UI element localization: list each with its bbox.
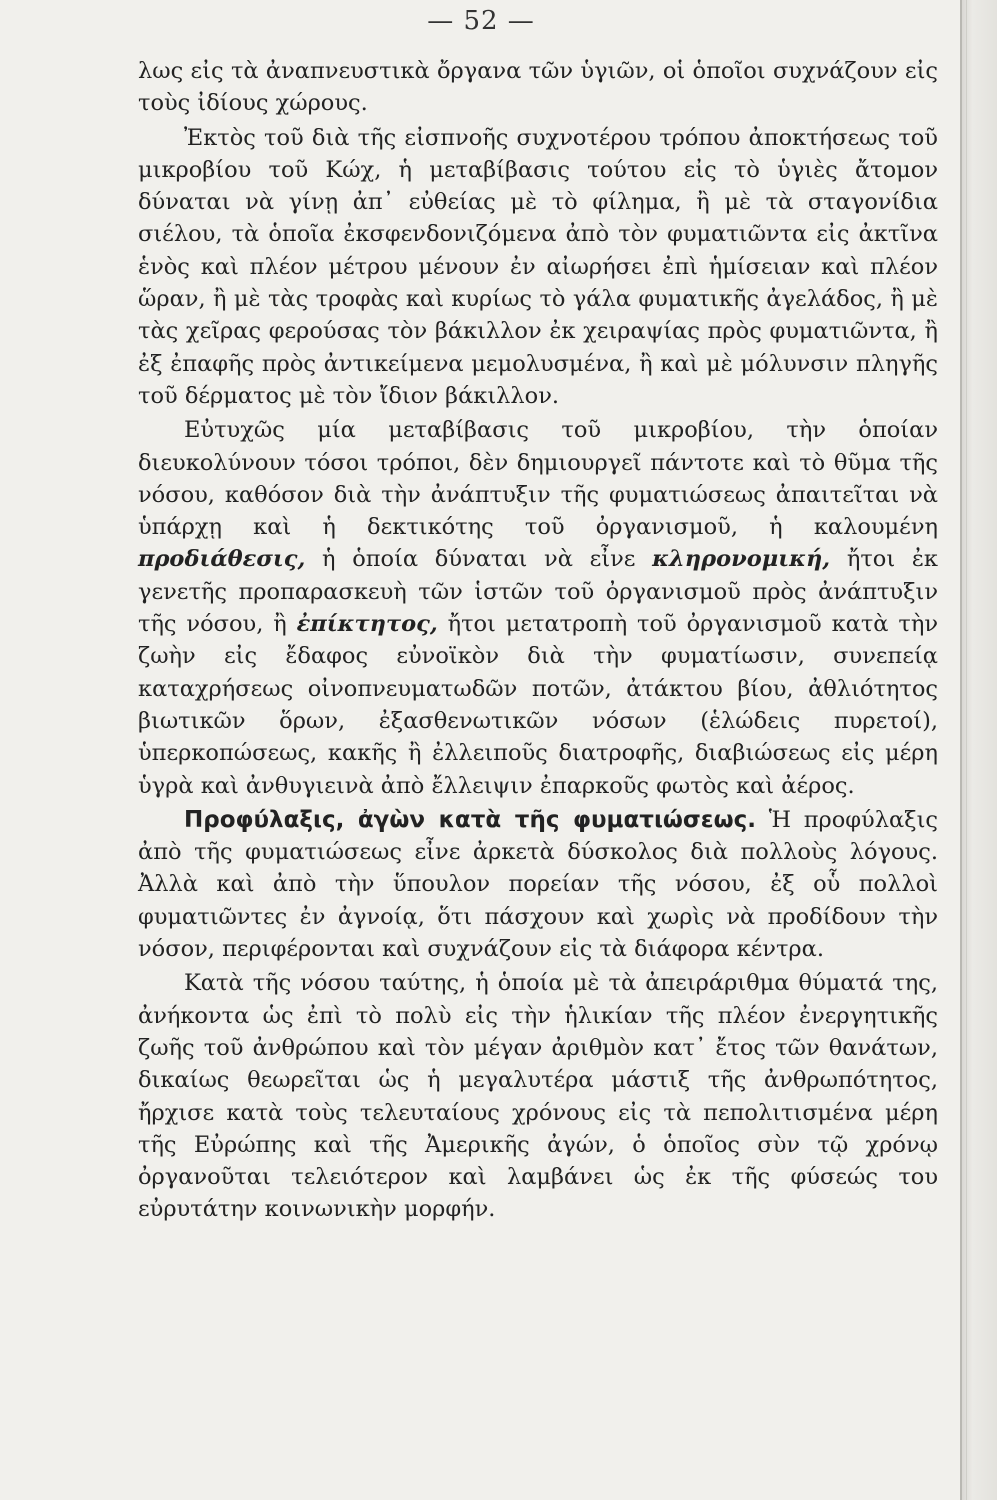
- paragraph: [138, 55, 938, 120]
- text-segment: Κατὰ τῆς νόσου ταύτης, ἡ ὁποία μὲ τὰ ἀπειράριθμα θύματά της, ἀνήκοντα ὡς ἐπὶ τὸ πολὺ εἰς τὴν ἡλικίαν τῆς πλέον ἐνεργητικῆς ζωῆς τοῦ ἀνθρώπου καὶ τὸν μέγαν ἀριθμὸν κατ᾽ ἔτος τῶν θανάτων, δικαίως θεωρεῖται ὡς ἡ μεγαλυτέρα μάστιξ τῆς ἀνθρωπότητος, ἤρχισε κατὰ τοὺς τελευταίους χρόνους εἰς τὰ πεπολιτισμένα μέρη τῆς Εὐρώπης καὶ τῆς Ἀμερικῆς ἀγών, ὁ ὁποῖος σὺν τῷ χρόνῳ ὀργανοῦται τελειότερον καὶ λαμβάνει ὡς ἐκ τῆς φύσεώς του εὐρυτάτην κοινωνικὴν μορφήν.: [138, 970, 938, 1223]
- text-segment: Ἐκτὸς τοῦ διὰ τῆς εἰσπνοῆς συχνοτέρου τρόπου ἀποκτήσεως τοῦ μικροβίου τοῦ Κώχ, ἡ μεταβίβασις τούτου εἰς τὸ ὑγιὲς ἄτομον δύναται νὰ γίνῃ ἀπ᾽ εὐθείας μὲ τὸ φίλημα, ἢ μὲ τὰ σταγονίδια σιέλου, τὰ ὁποῖα ἐκσφενδονιζόμενα ἀπὸ τὸν φυματιῶντα εἰς ἀκτῖνα ἑνὸς καὶ πλέον μέτρου μένουν ἐν αἰωρήσει ἐπὶ ἡμίσειαν καὶ πλέον ὥραν, ἢ μὲ τὰς τροφὰς καὶ κυρίως τὸ γάλα φυματικῆς ἀγελάδος, ἢ μὲ τὰς χεῖρας φερούσας τὸν βάκιλλον ἐκ χειραψίας πρὸς φυματιῶντα, ἢ ἐξ ἐπαφῆς πρὸς ἀντικείμενα μεμολυσμένα, ἢ καὶ μὲ μόλυνσιν πληγῆς τοῦ δέρματος μὲ τὸν ἴδιον βάκιλλον.: [138, 124, 938, 409]
- text-segment: ἡ ὁποία δύναται νὰ εἶνε: [305, 546, 653, 573]
- text-segment: Ἡ προφύλαξις ἀπὸ τῆς φυματιώσεως εἶνε ἀρκετὰ δύσκολος διὰ πολλοὺς λόγους. Ἀλλὰ καὶ ἀπὸ τὴν ὕπουλον πορείαν τῆς νόσου, ἐξ οὗ πολλοὶ φυματιῶντες ἐν ἀγνοίᾳ, ὅτι πάσχουν καὶ χωρὶς νὰ προδίδουν τὴν νόσον, περιφέρονται καὶ συχνάζουν εἰς τὰ διάφορα κέντρα.: [138, 806, 938, 963]
- text-segment: ἤτοι ἐκ γενετῆς προπαρασκευὴ τῶν ἱστῶν τοῦ ὀργανισμοῦ πρὸς ἀνάπτυξιν τῆς νόσου, ἢ: [138, 546, 938, 638]
- page-edge-line: [966, 0, 967, 1500]
- emphasized-term: ἐπίκτητος,: [296, 611, 438, 638]
- body-text: [138, 55, 938, 1226]
- paragraph: [138, 804, 938, 965]
- text-segment: Εὐτυχῶς μία μεταβίβασις τοῦ μικροβίου, τὴν ὁποίαν διευκολύνουν τόσοι τρόποι, δὲν δημιουργεῖ πάντοτε καὶ τὸ θῦμα τῆς νόσου, καθόσον διὰ τὴν ἀνάπτυξιν τῆς φυματιώσεως ἀπαιτεῖται νὰ ὑπάρχῃ καὶ ἡ δεκτικότης τοῦ ὀργανισμοῦ, ἡ καλουμένη: [138, 417, 938, 541]
- emphasized-term: προδιάθεσις,: [138, 546, 306, 573]
- section-heading: Προφύλαξις, ἀγὼν κατὰ τῆς φυματιώσεως.: [184, 806, 756, 833]
- paragraph: [138, 122, 938, 413]
- text-segment: ἤτοι μετατροπὴ τοῦ ὀργανισμοῦ κατὰ τὴν ζωὴν εἰς ἔδαφος εὐνοϊκὸν διὰ τὴν φυματίωσιν, συνεπείᾳ καταχρήσεως οἰνοπνευματωδῶν ποτῶν, ἀτάκτου βίου, ἀθλιότητος βιωτικῶν ὅρων, ἐξασθενωτικῶν νόσων (ἑλώδεις πυρετοί), ὑπερκοπώσεως, κακῆς ἢ ἐλλειποῦς διατροφῆς, διαβιώσεως εἰς μέρη ὑγρὰ καὶ ἀνθυγιεινὰ ἀπὸ ἔλλειψιν ἐπαρκοῦς φωτὸς καὶ ἀέρος.: [138, 611, 938, 799]
- paragraph: [138, 414, 938, 802]
- text-segment: λως εἰς τὰ ἀναπνευστικὰ ὄργανα τῶν ὑγιῶν, οἱ ὁποῖοι συχνάζουν εἰς τοὺς ἰδίους χώρους.: [138, 58, 938, 117]
- next-page-edge: [960, 0, 997, 1500]
- paragraph: [138, 967, 938, 1225]
- page-number: — 52 —: [427, 6, 535, 36]
- emphasized-term: κληρονομική,: [652, 546, 831, 573]
